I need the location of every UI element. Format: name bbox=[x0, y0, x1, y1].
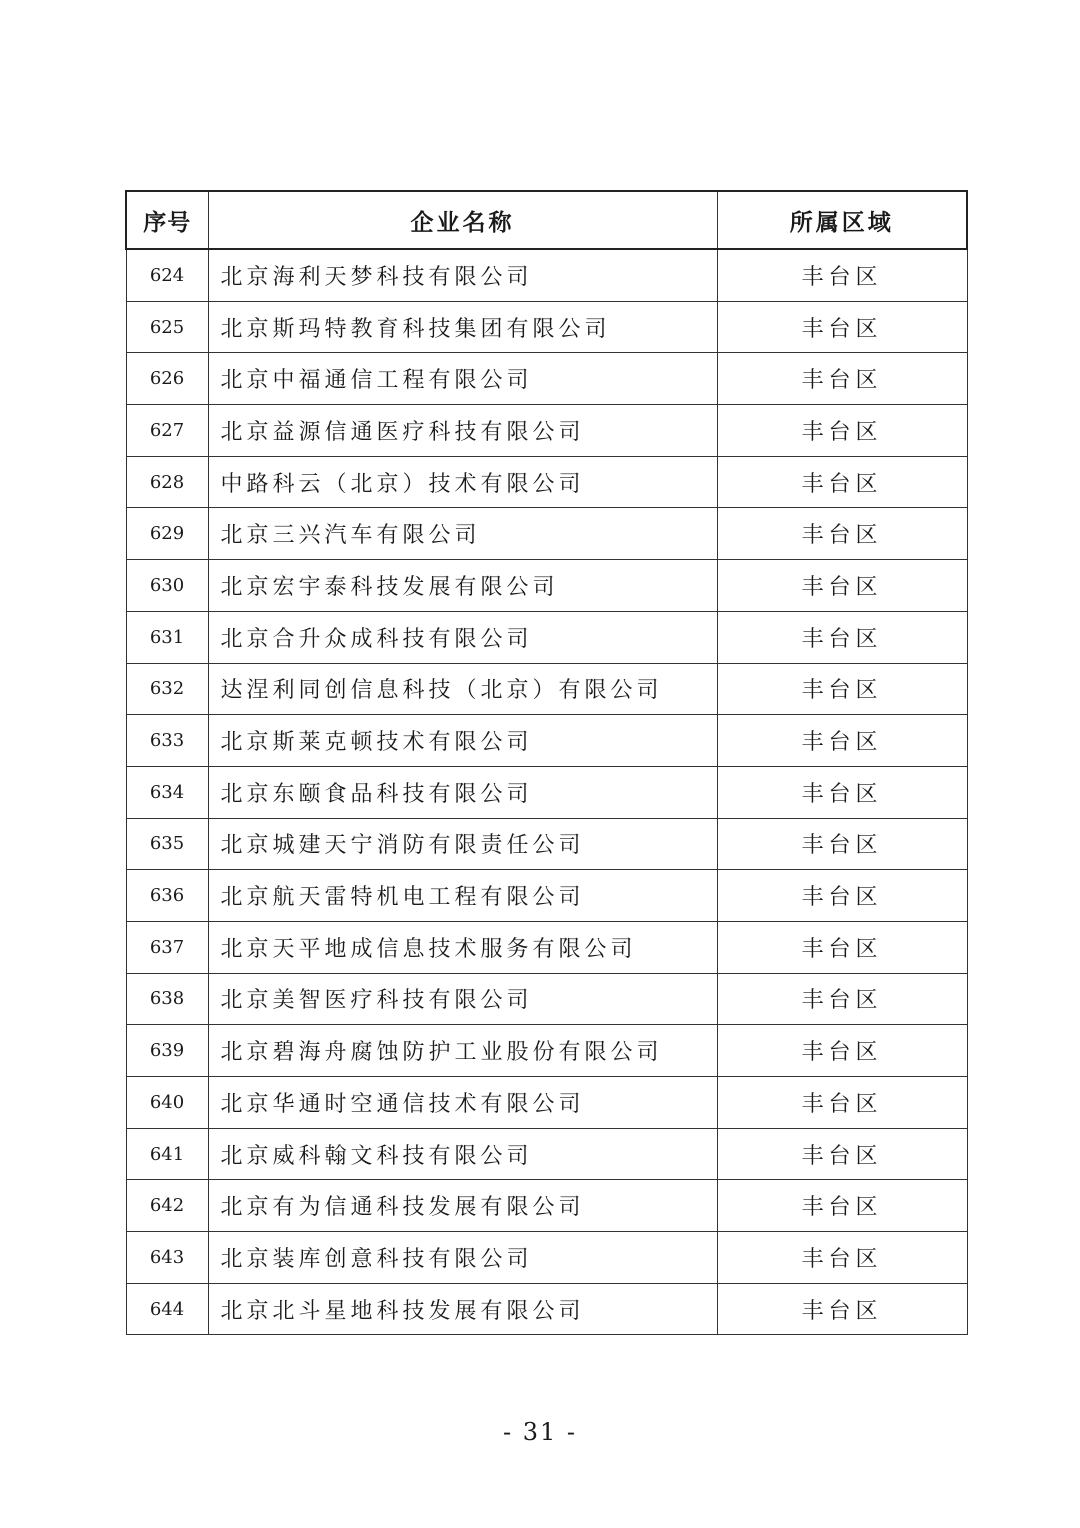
header-company-name: 企业名称 bbox=[208, 191, 717, 249]
company-name-cell: 北京华通时空通信技术有限公司 bbox=[208, 1077, 717, 1129]
company-name-cell: 北京有为信通科技发展有限公司 bbox=[208, 1180, 717, 1232]
company-name-cell: 北京城建天宁消防有限责任公司 bbox=[208, 818, 717, 870]
serial-number-cell: 638 bbox=[126, 973, 208, 1025]
company-name-cell: 北京威科翰文科技有限公司 bbox=[208, 1128, 717, 1180]
table-row bbox=[126, 301, 967, 353]
table-row bbox=[126, 1128, 967, 1180]
company-name-cell: 北京斯莱克顿技术有限公司 bbox=[208, 715, 717, 767]
company-name-cell: 北京美智医疗科技有限公司 bbox=[208, 973, 717, 1025]
table-row bbox=[126, 818, 967, 870]
serial-number-cell: 628 bbox=[126, 456, 208, 508]
district-cell: 丰台区 bbox=[717, 1025, 967, 1077]
serial-number-cell: 637 bbox=[126, 921, 208, 973]
table-header bbox=[126, 191, 967, 249]
header-row bbox=[126, 191, 967, 249]
district-cell: 丰台区 bbox=[717, 1077, 967, 1129]
table-row bbox=[126, 353, 967, 405]
district-cell: 丰台区 bbox=[717, 663, 967, 715]
company-name-cell: 北京天平地成信息技术服务有限公司 bbox=[208, 921, 717, 973]
company-name-cell: 北京北斗星地科技发展有限公司 bbox=[208, 1283, 717, 1335]
company-name-cell: 北京中福通信工程有限公司 bbox=[208, 353, 717, 405]
serial-number-cell: 640 bbox=[126, 1077, 208, 1129]
company-name-cell: 中路科云（北京）技术有限公司 bbox=[208, 456, 717, 508]
header-serial-number: 序号 bbox=[126, 191, 208, 249]
serial-number-cell: 636 bbox=[126, 870, 208, 922]
district-cell: 丰台区 bbox=[717, 456, 967, 508]
table-row bbox=[126, 766, 967, 818]
serial-number-cell: 639 bbox=[126, 1025, 208, 1077]
serial-number-cell: 627 bbox=[126, 405, 208, 457]
company-name-cell: 北京装库创意科技有限公司 bbox=[208, 1232, 717, 1284]
district-cell: 丰台区 bbox=[717, 405, 967, 457]
table-row bbox=[126, 973, 967, 1025]
serial-number-cell: 632 bbox=[126, 663, 208, 715]
table-row bbox=[126, 663, 967, 715]
company-name-cell: 北京海利天梦科技有限公司 bbox=[208, 249, 717, 301]
district-cell: 丰台区 bbox=[717, 508, 967, 560]
table-row bbox=[126, 1283, 967, 1335]
table-row bbox=[126, 508, 967, 560]
company-name-cell: 北京东颐食品科技有限公司 bbox=[208, 766, 717, 818]
serial-number-cell: 625 bbox=[126, 301, 208, 353]
district-cell: 丰台区 bbox=[717, 766, 967, 818]
serial-number-cell: 644 bbox=[126, 1283, 208, 1335]
serial-number-cell: 642 bbox=[126, 1180, 208, 1232]
company-name-cell: 北京斯玛特教育科技集团有限公司 bbox=[208, 301, 717, 353]
table-body bbox=[126, 249, 967, 1335]
district-cell: 丰台区 bbox=[717, 715, 967, 767]
serial-number-cell: 630 bbox=[126, 560, 208, 612]
serial-number-cell: 643 bbox=[126, 1232, 208, 1284]
page-number: - 31 - bbox=[502, 1418, 577, 1446]
table-row bbox=[126, 715, 967, 767]
company-name-cell: 北京宏宇泰科技发展有限公司 bbox=[208, 560, 717, 612]
serial-number-cell: 634 bbox=[126, 766, 208, 818]
district-cell: 丰台区 bbox=[717, 1128, 967, 1180]
company-name-cell: 北京碧海舟腐蚀防护工业股份有限公司 bbox=[208, 1025, 717, 1077]
district-cell: 丰台区 bbox=[717, 353, 967, 405]
serial-number-cell: 633 bbox=[126, 715, 208, 767]
table-row bbox=[126, 921, 967, 973]
table-row bbox=[126, 1232, 967, 1284]
district-cell: 丰台区 bbox=[717, 301, 967, 353]
enterprise-table-container bbox=[125, 190, 966, 1335]
company-name-cell: 北京三兴汽车有限公司 bbox=[208, 508, 717, 560]
table-row bbox=[126, 405, 967, 457]
serial-number-cell: 629 bbox=[126, 508, 208, 560]
serial-number-cell: 624 bbox=[126, 249, 208, 301]
serial-number-cell: 635 bbox=[126, 818, 208, 870]
table-row bbox=[126, 611, 967, 663]
header-district: 所属区域 bbox=[717, 191, 967, 249]
table-row bbox=[126, 1180, 967, 1232]
district-cell: 丰台区 bbox=[717, 249, 967, 301]
district-cell: 丰台区 bbox=[717, 560, 967, 612]
company-name-cell: 达涅利同创信息科技（北京）有限公司 bbox=[208, 663, 717, 715]
company-name-cell: 北京益源信通医疗科技有限公司 bbox=[208, 405, 717, 457]
serial-number-cell: 641 bbox=[126, 1128, 208, 1180]
table-row bbox=[126, 1077, 967, 1129]
district-cell: 丰台区 bbox=[717, 921, 967, 973]
district-cell: 丰台区 bbox=[717, 1180, 967, 1232]
table-row bbox=[126, 456, 967, 508]
company-name-cell: 北京航天雷特机电工程有限公司 bbox=[208, 870, 717, 922]
district-cell: 丰台区 bbox=[717, 870, 967, 922]
district-cell: 丰台区 bbox=[717, 973, 967, 1025]
serial-number-cell: 631 bbox=[126, 611, 208, 663]
district-cell: 丰台区 bbox=[717, 1232, 967, 1284]
table-row bbox=[126, 249, 967, 301]
enterprise-table bbox=[125, 190, 968, 1335]
table-row bbox=[126, 1025, 967, 1077]
district-cell: 丰台区 bbox=[717, 1283, 967, 1335]
district-cell: 丰台区 bbox=[717, 611, 967, 663]
company-name-cell: 北京合升众成科技有限公司 bbox=[208, 611, 717, 663]
serial-number-cell: 626 bbox=[126, 353, 208, 405]
district-cell: 丰台区 bbox=[717, 818, 967, 870]
table-row bbox=[126, 560, 967, 612]
table-row bbox=[126, 870, 967, 922]
